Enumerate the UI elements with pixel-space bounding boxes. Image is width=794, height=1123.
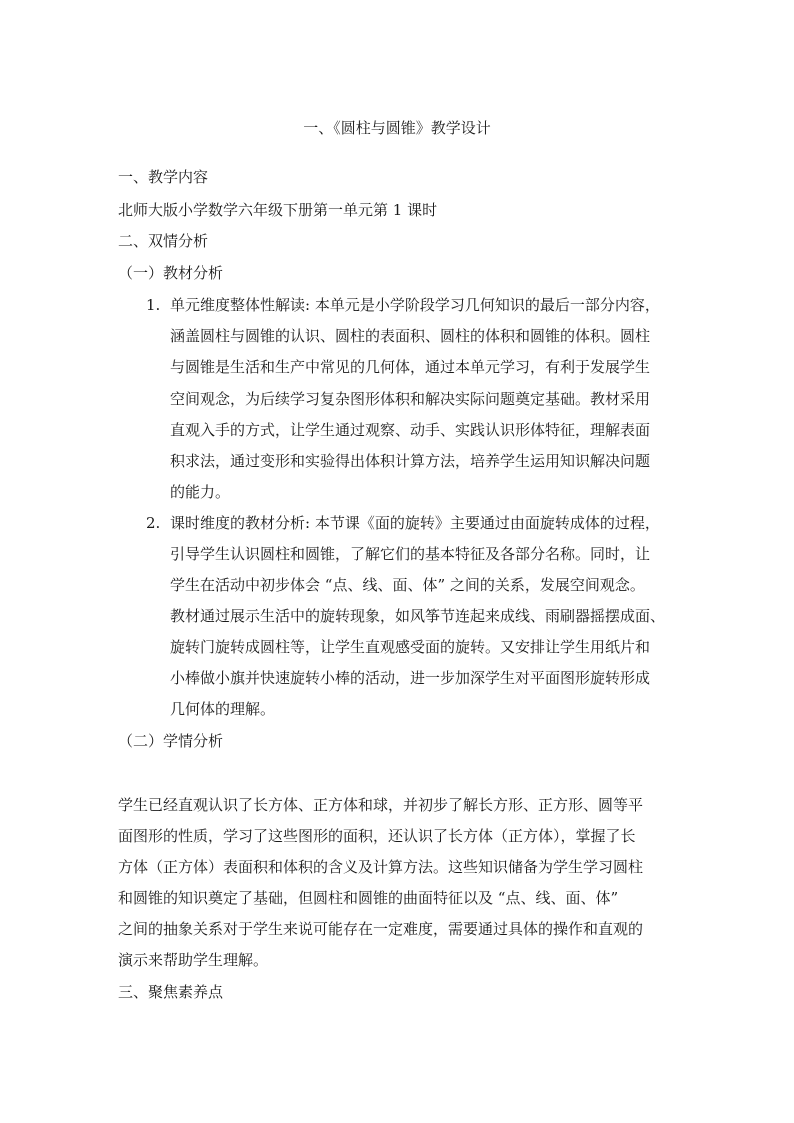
paragraph-line: 学生已经直观认识了长方体、正方体和球，并初步了解长方形、正方形、圆等平 <box>118 796 644 814</box>
subsection-heading-student-analysis: （二）学情分析 <box>118 732 224 750</box>
paragraph-line: 的能力。 <box>170 483 231 501</box>
list-item-number: 1. <box>146 296 161 314</box>
paragraph-line: 涵盖圆柱与圆锥的认识、圆柱的表面积、圆柱的体积和圆锥的体积。圆柱 <box>170 327 651 345</box>
paragraph-line: 几何体的理解。 <box>170 700 276 718</box>
paragraph-line: 课时维度的教材分析: 本节课《面的旋转》主要通过由面旋转成体的过程， <box>170 514 660 532</box>
subsection-heading-textbook-analysis: （一）教材分析 <box>118 264 224 282</box>
paragraph-line: 与圆锥是生活和生产中常见的几何体，通过本单元学习，有利于发展学生 <box>170 358 651 376</box>
teaching-content-text: 北师大版小学数学六年级下册第一单元第 1 课时 <box>118 201 438 219</box>
paragraph-line: 空间观念，为后续学习复杂图形体积和解决实际问题奠定基础。教材采用 <box>170 390 651 408</box>
paragraph-line: 单元维度整体性解读: 本单元是小学阶段学习几何知识的最后一部分内容， <box>170 296 660 314</box>
section-heading-teaching-content: 一、教学内容 <box>118 168 209 186</box>
paragraph-line: 积求法，通过变形和实验得出体积计算方法，培养学生运用知识解决问题 <box>170 452 651 470</box>
paragraph-line: 面图形的性质，学习了这些图形的面积，还认识了长方体（正方体），掌握了长 <box>118 827 636 845</box>
paragraph-line: 之间的抽象关系对于学生来说可能存在一定难度，需要通过具体的操作和直观的 <box>118 920 644 938</box>
paragraph-line: 学生在活动中初步体会 “点、线、面、体” 之间的关系，发展空间观念。 <box>170 576 645 594</box>
paragraph-line: 方体（正方体）表面积和体积的含义及计算方法。这些知识储备为学生学习圆柱 <box>118 858 644 876</box>
paragraph-line: 小棒做小旗并快速旋转小棒的活动，进一步加深学生对平面图形旋转形成 <box>170 669 651 687</box>
paragraph-line: 直观入手的方式，让学生通过观察、动手、实践认识形体特征，理解表面 <box>170 421 651 439</box>
paragraph-line: 和圆锥的知识奠定了基础，但圆柱和圆锥的曲面特征以及 “点、线、面、体” <box>118 889 619 907</box>
document-title: 一、《圆柱与圆锥》教学设计 <box>303 119 491 137</box>
paragraph-line: 引导学生认识圆柱和圆锥，了解它们的基本特征及各部分名称。同时，让 <box>170 545 651 563</box>
paragraph-line: 教材通过展示生活中的旋转现象，如风筝节连起来成线、雨刷器摇摆成面、 <box>170 607 666 625</box>
paragraph-line: 旋转门旋转成圆柱等，让学生直观感受面的旋转。又安排让学生用纸片和 <box>170 638 651 656</box>
section-heading-analysis: 二、双情分析 <box>118 232 209 250</box>
list-item-number: 2. <box>146 514 161 532</box>
paragraph-line: 演示来帮助学生理解。 <box>118 951 269 969</box>
section-heading-core-literacy: 三、聚焦素养点 <box>118 983 224 1001</box>
